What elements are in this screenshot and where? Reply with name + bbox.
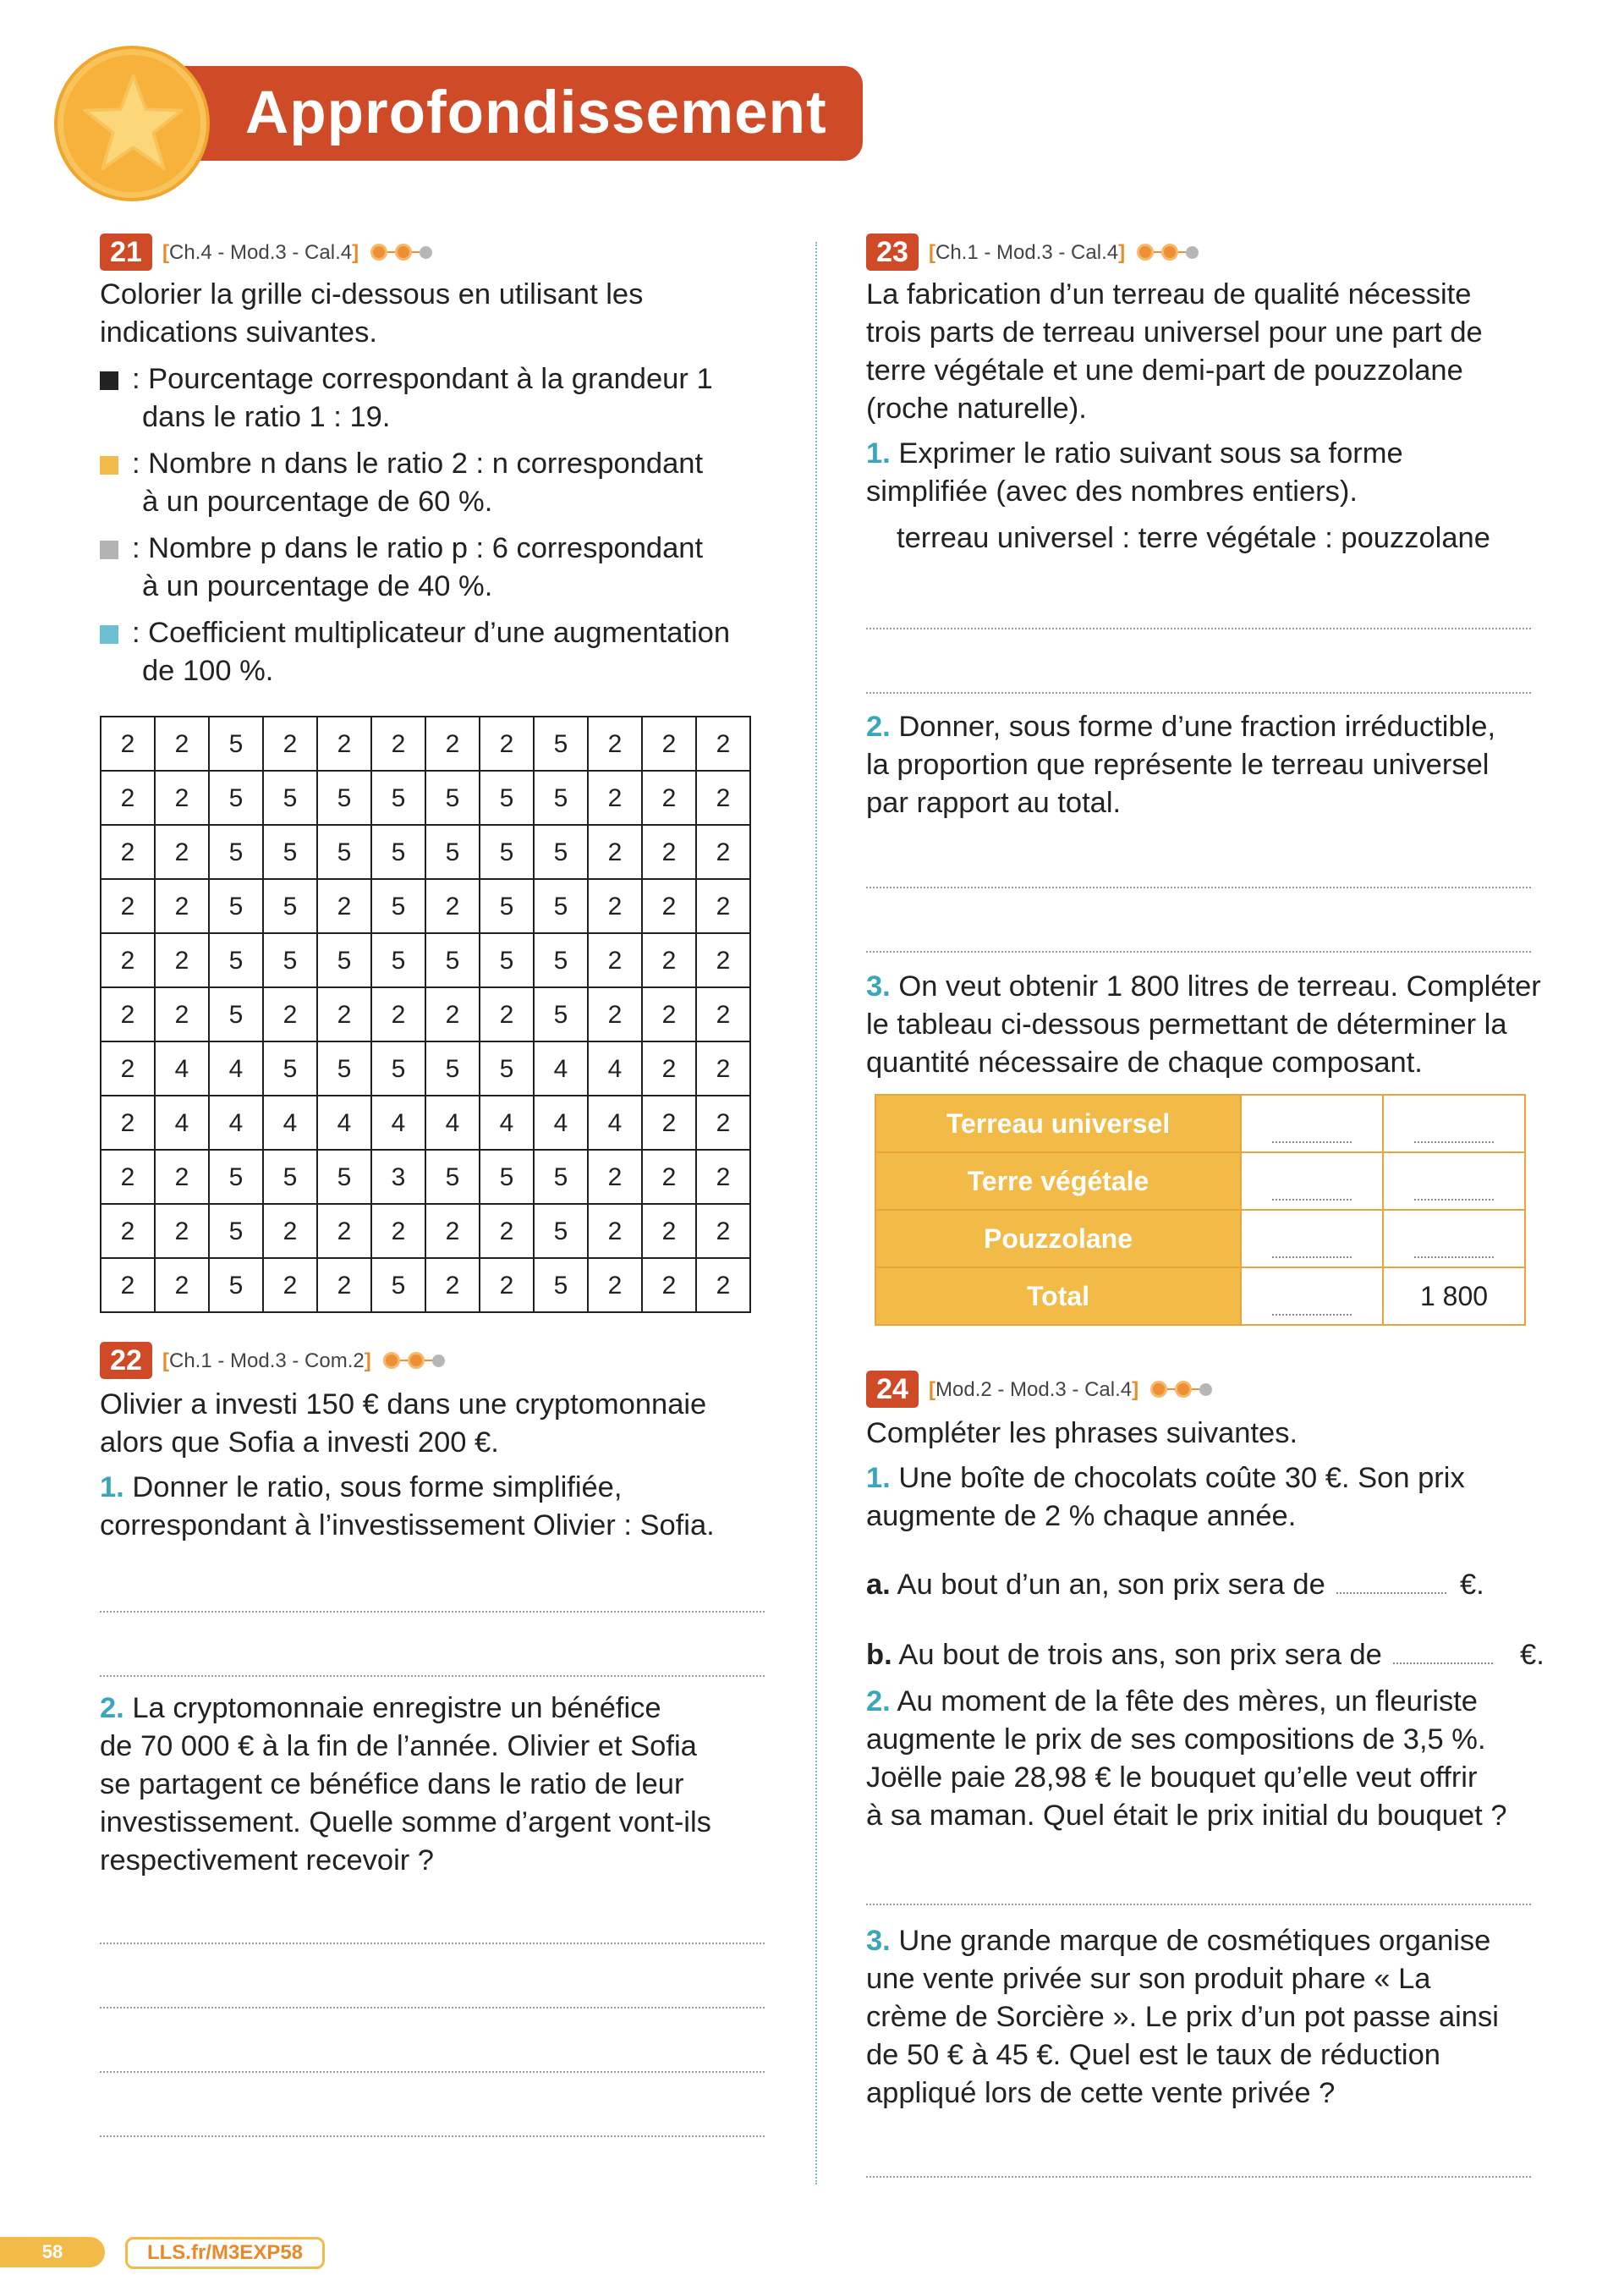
grid-cell[interactable]: 2	[588, 987, 642, 1041]
question-2: 2. Donner, sous forme d’une fraction irréductible, la proportion que représente le terreau universel par rapport au total.	[866, 711, 1496, 819]
grid-cell[interactable]: 2	[642, 771, 696, 825]
grid-cell[interactable]: 2	[425, 1258, 480, 1312]
grid-cell[interactable]: 2	[480, 1204, 534, 1258]
grid-cell[interactable]: 2	[588, 933, 642, 987]
grid-cell[interactable]: 5	[425, 1150, 480, 1204]
grid-cell[interactable]: 4	[588, 1096, 642, 1150]
answer-cell[interactable]	[1241, 1095, 1383, 1152]
grid-cell[interactable]: 5	[480, 879, 534, 933]
grid-cell[interactable]: 2	[317, 1204, 371, 1258]
exercise-intro: La fabrication d’un terreau de qualité nécessite trois parts de terreau universel pour une part de terre végétale et une demi-part de pouzzolane (roche naturelle).	[866, 278, 1483, 425]
grid-cell[interactable]: 4	[317, 1096, 371, 1150]
grid-cell[interactable]: 3	[371, 1150, 425, 1204]
grid-cell[interactable]: 2	[425, 987, 480, 1041]
exercise-intro: Olivier a investi 150 € dans une cryptomonnaie alors que Sofia a investi 200 €.	[100, 1388, 707, 1459]
column-divider	[815, 242, 817, 2184]
exercise-21	[100, 232, 776, 690]
lls-link[interactable]: LLS.fr/M3EXP58	[125, 2237, 325, 2269]
answer-line[interactable]	[100, 1943, 765, 1944]
grid-cell[interactable]: 5	[209, 1204, 263, 1258]
exercise-intro: Colorier la grille ci-dessous en utilisant les indications suivantes.	[100, 278, 644, 349]
difficulty-icon	[383, 1352, 445, 1369]
exercise-22	[100, 1340, 776, 1545]
grid-cell[interactable]: 5	[425, 1041, 480, 1096]
grid-cell[interactable]: 5	[371, 1041, 425, 1096]
question-1b: b. Au bout de trois ans, son prix sera de €.	[866, 1639, 1544, 1671]
grid-row	[101, 1150, 750, 1204]
legend-item: : Coefficient multiplicateur d’une augmentation de 100 %.	[100, 614, 776, 690]
exercise-24	[866, 1369, 1560, 1835]
grid-cell[interactable]: 2	[371, 717, 425, 771]
coloring-grid[interactable]	[100, 716, 751, 1313]
grid-cell[interactable]: 2	[696, 1041, 750, 1096]
grid-cell[interactable]: 2	[696, 1204, 750, 1258]
grid-cell[interactable]: 2	[101, 1150, 155, 1204]
grid-cell[interactable]: 2	[101, 771, 155, 825]
exercise-23	[866, 232, 1560, 558]
star-badge	[58, 49, 206, 198]
grid-cell[interactable]: 2	[696, 1258, 750, 1312]
legend-item: : Nombre n dans le ratio 2 : n correspondant à un pourcentage de 60 %.	[100, 445, 776, 521]
grid-cell[interactable]: 4	[263, 1096, 317, 1150]
grid-cell[interactable]: 2	[263, 1204, 317, 1258]
exercise-number: 21	[100, 234, 152, 271]
grid-cell[interactable]: 5	[534, 1150, 588, 1204]
grid-row	[101, 717, 750, 771]
grid-cell[interactable]: 2	[642, 1096, 696, 1150]
question-2: 2. Au moment de la fête des mères, un fleuriste augmente le prix de ses compositions de 3,5 %. Joëlle paie 28,98 € le bouquet qu’elle veut offrir à sa maman. Quel était le prix initial du bouquet ?	[866, 1685, 1507, 1832]
grid-cell[interactable]: 5	[534, 987, 588, 1041]
grid-cell[interactable]: 4	[534, 1041, 588, 1096]
grid-cell[interactable]: 2	[696, 879, 750, 933]
exercise-header: 24 [ Mod.2 - Mod.3 - Cal.4 ]	[866, 1369, 1560, 1410]
page-number: 58	[0, 2237, 105, 2267]
row-label: Terre végétale	[875, 1152, 1241, 1210]
grid-cell[interactable]: 4	[371, 1096, 425, 1150]
answer-line[interactable]	[866, 887, 1531, 888]
grid-row	[101, 1041, 750, 1096]
grid-cell[interactable]: 2	[101, 717, 155, 771]
grid-cell[interactable]: 5	[371, 771, 425, 825]
grid-cell[interactable]: 4	[155, 1041, 209, 1096]
grid-cell[interactable]: 2	[101, 987, 155, 1041]
question-3: 3. On veut obtenir 1 800 litres de terreau. Compléter le tableau ci-dessous permettant de déterminer la quantité nécessaire de chaque composant.	[866, 970, 1541, 1079]
grid-cell[interactable]: 4	[588, 1041, 642, 1096]
exercise-header: 23 [ Ch.1 - Mod.3 - Cal.4 ]	[866, 232, 1560, 272]
answer-line[interactable]	[866, 628, 1531, 629]
grid-cell[interactable]: 5	[317, 1150, 371, 1204]
grid-row	[101, 771, 750, 825]
grid-cell[interactable]: 2	[101, 1096, 155, 1150]
grey-square-icon	[100, 541, 118, 559]
exercise-header: 22 [ Ch.1 - Mod.3 - Com.2 ]	[100, 1340, 776, 1381]
answer-cell[interactable]	[1241, 1210, 1383, 1267]
grid-cell[interactable]: 2	[696, 1150, 750, 1204]
answer-line[interactable]	[100, 1675, 765, 1677]
answer-cell[interactable]	[1241, 1267, 1383, 1325]
exercise-number: 24	[866, 1371, 919, 1408]
grid-cell[interactable]: 4	[534, 1096, 588, 1150]
difficulty-icon	[1137, 244, 1199, 261]
grid-cell[interactable]: 5	[263, 933, 317, 987]
grid-cell[interactable]: 5	[263, 879, 317, 933]
grid-cell[interactable]: 5	[534, 825, 588, 879]
answer-line[interactable]	[866, 1904, 1531, 1905]
row-label: Terreau universel	[875, 1095, 1241, 1152]
ratio-label: terreau universel : terre végétale : pouzzolane	[897, 522, 1490, 554]
grid-cell[interactable]: 2	[101, 879, 155, 933]
legend-item: : Nombre p dans le ratio p : 6 correspondant à un pourcentage de 40 %.	[100, 530, 776, 606]
grid-cell[interactable]: 2	[588, 1204, 642, 1258]
grid-cell[interactable]: 2	[263, 1258, 317, 1312]
grid-cell[interactable]: 2	[155, 717, 209, 771]
grid-cell[interactable]: 5	[317, 933, 371, 987]
grid-cell[interactable]: 2	[155, 1258, 209, 1312]
grid-cell[interactable]: 2	[642, 1204, 696, 1258]
grid-cell[interactable]: 2	[155, 1204, 209, 1258]
grid-cell[interactable]: 2	[696, 717, 750, 771]
difficulty-icon	[1150, 1381, 1212, 1398]
answer-cell[interactable]	[1383, 1210, 1525, 1267]
grid-cell[interactable]: 2	[588, 879, 642, 933]
grid-cell[interactable]: 2	[642, 879, 696, 933]
grid-cell[interactable]: 2	[101, 1041, 155, 1096]
grid-cell[interactable]: 5	[534, 1204, 588, 1258]
grid-cell[interactable]: 2	[317, 1258, 371, 1312]
grid-cell[interactable]: 2	[317, 987, 371, 1041]
grid-cell[interactable]: 2	[371, 1204, 425, 1258]
grid-row	[101, 1204, 750, 1258]
page-title: Approfondissement	[245, 80, 827, 146]
grid-cell[interactable]: 5	[209, 987, 263, 1041]
grid-cell[interactable]: 5	[209, 1150, 263, 1204]
grid-row	[101, 933, 750, 987]
grid-cell[interactable]: 2	[101, 1204, 155, 1258]
question-1: 1. Une boîte de chocolats coûte 30 €. Son prix augmente de 2 % chaque année.	[866, 1462, 1465, 1532]
answer-blank[interactable]	[1336, 1577, 1446, 1594]
grid-cell[interactable]: 5	[534, 933, 588, 987]
row-label: Pouzzolane	[875, 1210, 1241, 1267]
grid-cell[interactable]: 4	[209, 1096, 263, 1150]
answer-cell[interactable]	[1383, 1152, 1525, 1210]
grid-cell[interactable]: 5	[317, 825, 371, 879]
exercise-ref: Ch.1 - Mod.3 - Com.2	[169, 1349, 365, 1372]
answer-blank[interactable]	[1393, 1647, 1493, 1664]
grid-cell[interactable]: 2	[101, 933, 155, 987]
grid-cell[interactable]: 5	[209, 717, 263, 771]
grid-row	[101, 1258, 750, 1312]
exercise-number: 23	[866, 234, 919, 271]
grid-cell[interactable]: 5	[480, 825, 534, 879]
grid-cell[interactable]: 5	[317, 1041, 371, 1096]
grid-cell[interactable]: 5	[480, 1041, 534, 1096]
grid-cell[interactable]: 5	[480, 933, 534, 987]
grid-cell[interactable]: 2	[101, 1258, 155, 1312]
grid-cell[interactable]: 5	[371, 879, 425, 933]
row-label: Total	[875, 1267, 1241, 1325]
grid-cell[interactable]: 5	[209, 825, 263, 879]
question-2: 2. La cryptomonnaie enregistre un bénéfice de 70 000 € à la fin de l’année. Olivier et Sofia se partagent ce bénéfice dans le ratio de leur investissement. Quelle somme d’argent vont-ils respectivement recevoir ?	[100, 1692, 711, 1877]
color-legend	[100, 360, 776, 690]
difficulty-icon	[370, 244, 432, 261]
table-row	[875, 1152, 1525, 1210]
grid-cell[interactable]: 2	[696, 933, 750, 987]
grid-row	[101, 825, 750, 879]
question-1: 1. Exprimer le ratio suivant sous sa forme simplifiée (avec des nombres entiers). terreau universel : terre végétale : pouzzolane	[866, 435, 1560, 558]
composition-table	[875, 1094, 1526, 1326]
grid-cell[interactable]: 5	[425, 933, 480, 987]
legend-item: : Pourcentage correspondant à la grandeur 1 dans le ratio 1 : 19.	[100, 360, 776, 437]
grid-cell[interactable]: 2	[696, 1096, 750, 1150]
grid-cell[interactable]: 4	[425, 1096, 480, 1150]
grid-cell[interactable]: 5	[371, 1258, 425, 1312]
exercise-ref: Mod.2 - Mod.3 - Cal.4	[935, 1377, 1133, 1401]
grid-cell[interactable]: 2	[642, 987, 696, 1041]
answer-cell[interactable]	[1241, 1152, 1383, 1210]
grid-cell[interactable]: 2	[425, 717, 480, 771]
yellow-square-icon	[100, 456, 118, 475]
grid-cell[interactable]: 5	[209, 933, 263, 987]
grid-cell[interactable]: 2	[642, 717, 696, 771]
grid-cell[interactable]: 5	[263, 771, 317, 825]
grid-cell[interactable]: 2	[642, 933, 696, 987]
grid-cell[interactable]: 5	[371, 933, 425, 987]
table-row	[875, 1267, 1525, 1325]
grid-cell[interactable]: 5	[534, 879, 588, 933]
grid-cell[interactable]: 5	[263, 1041, 317, 1096]
star-icon	[80, 70, 186, 176]
grid-cell[interactable]: 2	[155, 825, 209, 879]
question-3: 3. Une grande marque de cosmétiques organise une vente privée sur son produit phare « La crème de Sorcière ». Le prix d’un pot passe ainsi de 50 € à 45 €. Quel est le taux de réduction appliqué lors de cette vente privée ?	[866, 1925, 1499, 2109]
grid-cell[interactable]: 2	[588, 1258, 642, 1312]
grid-cell[interactable]: 2	[642, 825, 696, 879]
answer-line[interactable]	[866, 692, 1531, 694]
grid-cell[interactable]: 5	[534, 717, 588, 771]
blue-square-icon	[100, 625, 118, 644]
grid-cell[interactable]: 5	[209, 1258, 263, 1312]
grid-cell[interactable]: 2	[155, 879, 209, 933]
grid-cell[interactable]: 2	[155, 771, 209, 825]
grid-cell[interactable]: 5	[371, 825, 425, 879]
black-square-icon	[100, 371, 118, 390]
grid-cell[interactable]: 5	[263, 1150, 317, 1204]
grid-cell[interactable]: 2	[425, 1204, 480, 1258]
grid-cell[interactable]: 2	[642, 1150, 696, 1204]
grid-cell[interactable]: 2	[642, 1258, 696, 1312]
grid-cell[interactable]: 2	[263, 717, 317, 771]
grid-cell[interactable]: 5	[425, 825, 480, 879]
grid-cell[interactable]: 2	[480, 717, 534, 771]
grid-cell[interactable]: 2	[588, 717, 642, 771]
grid-cell[interactable]: 2	[263, 987, 317, 1041]
question-1: 1. Donner le ratio, sous forme simplifiée, correspondant à l’investissement Olivier : Sofia.	[100, 1471, 715, 1541]
grid-cell[interactable]: 5	[480, 1150, 534, 1204]
table-row	[875, 1095, 1525, 1152]
total-value: 1 800	[1383, 1267, 1525, 1325]
grid-cell[interactable]: 5	[317, 771, 371, 825]
exercise-ref: Ch.4 - Mod.3 - Cal.4	[169, 240, 353, 264]
answer-cell[interactable]	[1383, 1095, 1525, 1152]
grid-cell[interactable]: 5	[480, 771, 534, 825]
grid-cell[interactable]: 2	[588, 1150, 642, 1204]
grid-row	[101, 987, 750, 1041]
answer-line[interactable]	[100, 1611, 765, 1613]
grid-cell[interactable]: 2	[317, 879, 371, 933]
grid-cell[interactable]: 5	[534, 771, 588, 825]
grid-cell[interactable]: 2	[642, 1041, 696, 1096]
exercise-intro: Compléter les phrases suivantes.	[866, 1417, 1298, 1449]
grid-cell[interactable]: 2	[101, 825, 155, 879]
grid-cell[interactable]: 2	[155, 987, 209, 1041]
grid-cell[interactable]: 2	[696, 771, 750, 825]
grid-cell[interactable]: 2	[696, 987, 750, 1041]
grid-cell[interactable]: 5	[209, 771, 263, 825]
grid-cell[interactable]: 5	[425, 771, 480, 825]
grid-cell[interactable]: 2	[425, 879, 480, 933]
answer-line[interactable]	[100, 2071, 765, 2073]
exercise-ref: Ch.1 - Mod.3 - Cal.4	[935, 240, 1119, 264]
grid-cell[interactable]: 2	[480, 1258, 534, 1312]
grid-cell[interactable]: 5	[534, 1258, 588, 1312]
answer-line[interactable]	[100, 2007, 765, 2008]
table-row	[875, 1210, 1525, 1267]
exercise-header: 21 [ Ch.4 - Mod.3 - Cal.4 ]	[100, 232, 776, 272]
grid-cell[interactable]: 4	[155, 1096, 209, 1150]
grid-cell[interactable]: 2	[155, 933, 209, 987]
grid-cell[interactable]: 2	[588, 771, 642, 825]
grid-cell[interactable]: 5	[263, 825, 317, 879]
grid-cell[interactable]: 2	[317, 717, 371, 771]
answer-line[interactable]	[866, 951, 1531, 953]
grid-row	[101, 879, 750, 933]
grid-cell[interactable]: 2	[696, 825, 750, 879]
grid-row	[101, 1096, 750, 1150]
grid-cell[interactable]: 2	[480, 987, 534, 1041]
grid-cell[interactable]: 2	[588, 825, 642, 879]
answer-line[interactable]	[100, 2135, 765, 2137]
grid-cell[interactable]: 5	[209, 879, 263, 933]
grid-cell[interactable]: 4	[480, 1096, 534, 1150]
exercise-number: 22	[100, 1342, 152, 1379]
question-1a: a. Au bout d’un an, son prix sera de €.	[866, 1569, 1484, 1601]
grid-cell[interactable]: 4	[209, 1041, 263, 1096]
grid-cell[interactable]: 2	[155, 1150, 209, 1204]
answer-line[interactable]	[866, 2176, 1531, 2178]
grid-cell[interactable]: 2	[371, 987, 425, 1041]
